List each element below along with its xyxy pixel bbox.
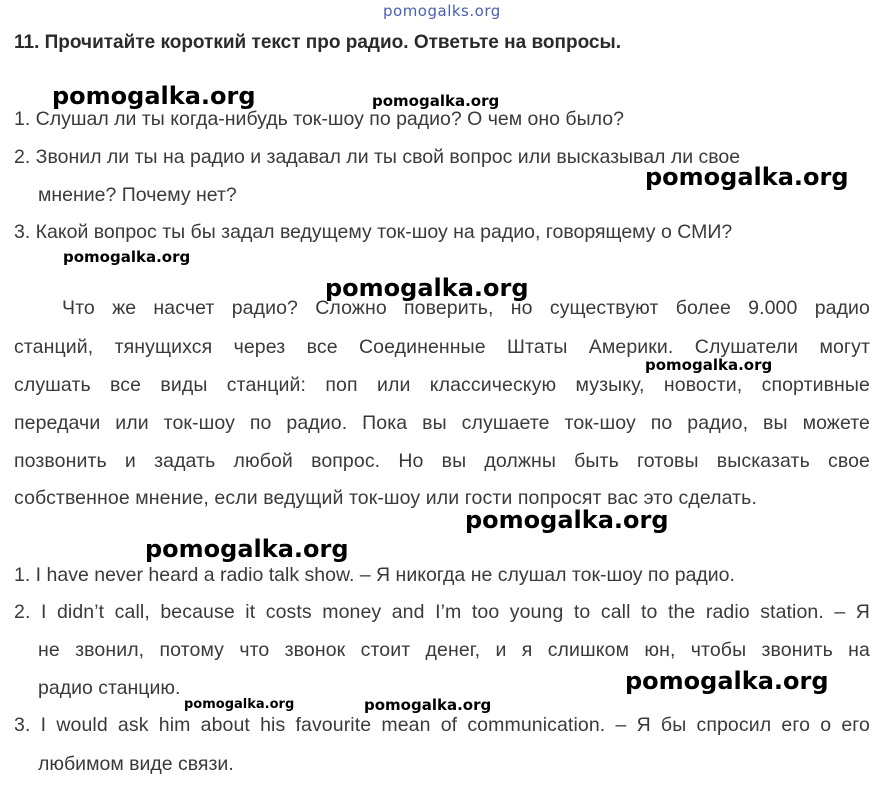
watermark-top: pomogalks.org: [383, 2, 501, 20]
watermark: pomogalka.org: [372, 92, 500, 110]
watermark: pomogalka.org: [465, 506, 669, 534]
text-line-4: передачи или ток-шоу по радио. Пока вы слушаете ток-шоу по радио, вы можете: [14, 412, 870, 434]
watermark: pomogalka.org: [645, 356, 773, 374]
watermark: pomogalka.org: [625, 667, 829, 695]
text-line-1: Что же насчет радио? Сложно поверить, но существуют более 9.000 радио: [62, 297, 870, 319]
watermark: pomogalka.org: [184, 697, 295, 712]
watermark: pomogalka.org: [645, 163, 849, 191]
answer-2: 2. I didn’t call, because it costs money and I’m too young to call to the radio station. – Я: [14, 601, 870, 623]
task-title: 11. Прочитайте короткий текст про радио. Ответьте на вопросы.: [14, 32, 621, 53]
answer-2-continued: не звонил, потому что звонок стоит денег, и я слишком юн, чтобы звонить на: [38, 639, 870, 661]
text-line-6: собственное мнение, если ведущий ток-шоу или гости попросят вас это сделать.: [14, 487, 757, 509]
watermark: pomogalka.org: [145, 535, 349, 563]
watermark: pomogalka.org: [63, 248, 191, 266]
watermark: pomogalka.org: [364, 696, 492, 714]
answer-3: 3. I would ask him about his favourite mean of communication. – Я бы спросил его о его: [14, 714, 870, 736]
question-2: 2. Звонил ли ты на радио и задавал ли ты свой вопрос или высказывал ли свое: [14, 146, 741, 168]
text-line-2: станций, тянущихся через все Соединенные Штаты Америки. Слушатели могут: [14, 336, 870, 358]
question-1: 1. Слушал ли ты когда-нибудь ток-шоу по радио? О чем оно было?: [14, 108, 624, 130]
answer-2-end: радио станцию.: [38, 677, 181, 699]
question-2-continued: мнение? Почему нет?: [38, 184, 237, 206]
answer-1: 1. I have never heard a radio talk show. – Я никогда не слушал ток-шоу по радио.: [14, 564, 735, 586]
question-3: 3. Какой вопрос ты бы задал ведущему ток-шоу на радио, говорящему о СМИ?: [14, 221, 733, 243]
text-line-5: позвонить и задать любой вопрос. Но вы должны быть готовы высказать свое: [14, 450, 870, 472]
answer-3-continued: любимом виде связи.: [38, 753, 234, 775]
text-line-3: слушать все виды станций: поп или классическую музыку, новости, спортивные: [14, 374, 870, 396]
watermark: pomogalka.org: [325, 274, 529, 302]
watermark: pomogalka.org: [52, 82, 256, 110]
